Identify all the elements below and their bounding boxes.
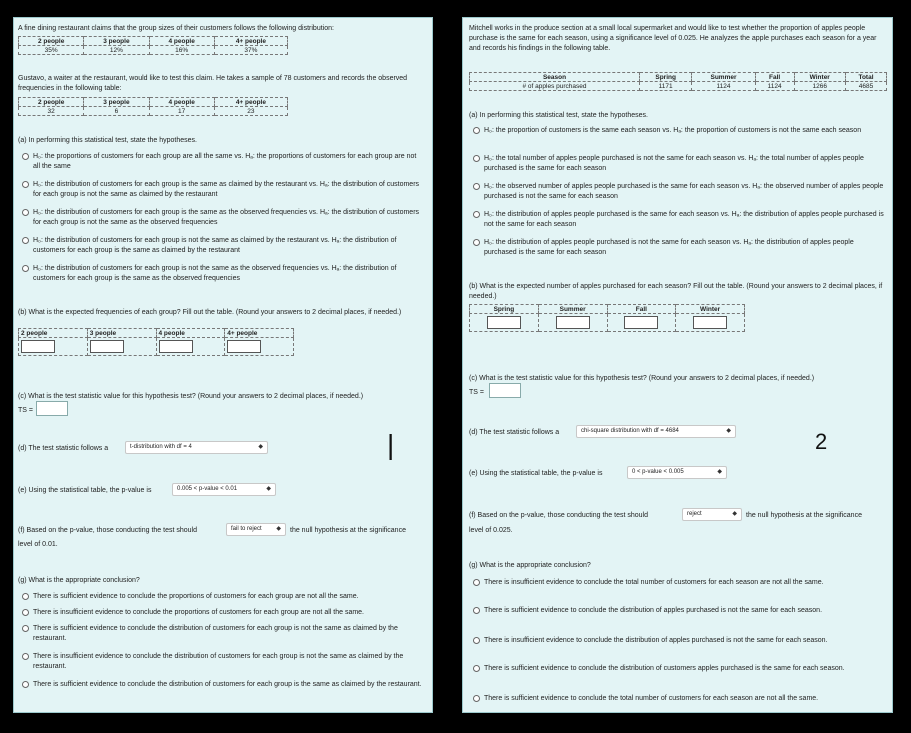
ts-label: TS = [469, 389, 484, 396]
expected-value-input[interactable] [487, 316, 521, 329]
radio-button[interactable] [22, 153, 29, 160]
radio-button[interactable] [473, 239, 480, 246]
season-header-cell: Spring [640, 73, 692, 82]
obs-header-cell: 3 people [84, 98, 149, 107]
expected-value-input[interactable] [556, 316, 590, 329]
season-value-cell: 1266 [794, 82, 845, 91]
expected-value-input[interactable] [227, 340, 261, 353]
sample-description-text: Gustavo, a waiter at the restaurant, would like to test this claim. He takes a sample of 78 customers and records the observed frequencies in the following table: [18, 75, 408, 92]
radio-button[interactable] [473, 127, 480, 134]
question-d-label: (d) The test statistic follows a [18, 445, 109, 452]
season-value-cell: 1124 [755, 82, 794, 91]
conclusion-option[interactable] [473, 606, 885, 616]
question-e-label: (e) Using the statistical table, the p-value is [469, 470, 603, 477]
ts-label: TS = [18, 407, 33, 414]
option-text: There is insufficient evidence to conclude the distribution of apples purchased is not the same for each season. [484, 637, 828, 644]
question-b-label: (b) What is the expected frequencies of each group? Fill out the table. (Round your answers to 2 decimal places, if needed.) [18, 309, 402, 316]
season-header-cell: Total [845, 73, 886, 82]
radio-button[interactable] [22, 265, 29, 272]
option-text: There is insufficient evidence to conclude the proportions of customers for each group are not all the same. [33, 609, 364, 616]
hypothesis-option[interactable] [22, 236, 422, 256]
radio-button[interactable] [473, 637, 480, 644]
chevron-updown-icon: ◆ [266, 486, 271, 492]
question-d-label: (d) The test statistic follows a [469, 429, 560, 436]
hypothesis-option[interactable] [473, 182, 885, 202]
option-text: H₀: the observed number of apples people purchased is the same for each season vs. Hₐ: the observed number of apples people purchased is not the same for each season [484, 183, 884, 200]
radio-button[interactable] [473, 211, 480, 218]
season-header-cell: Summer [692, 73, 755, 82]
option-text: H₀: the proportion of customers is the same each season vs. Hₐ: the proportion of customers is not the same each season [484, 127, 862, 134]
question-f-label: (f) Based on the p-value, those conducting the test should [18, 527, 198, 534]
claim-header-cell: 2 people [19, 37, 84, 46]
radio-button[interactable] [473, 695, 480, 702]
conclusion-option[interactable] [22, 652, 422, 672]
obs-header-cell: 4 people [149, 98, 214, 107]
claim-header-cell: 3 people [84, 37, 149, 46]
right-question-panel [462, 17, 893, 713]
claim-value-cell: 35% [19, 46, 84, 55]
option-text: H₀: the distribution of apples people purchased is the same for each season vs. Hₐ: the distribution of apples people purchased is not the same for each season [484, 211, 884, 228]
conclusion-option[interactable] [22, 680, 422, 690]
select-value: 0 < p-value < 0.005 [632, 469, 684, 475]
option-text: H₀: the distribution of customers for each group is not the same as claimed by the restaurant vs. Hₐ: the distribution of customers for each group is the same as claimed by the restaurant [33, 237, 397, 254]
radio-button[interactable] [473, 579, 480, 586]
claim-value-cell: 37% [214, 46, 287, 55]
apples-purchased-table [469, 72, 887, 91]
chevron-updown-icon: ◆ [258, 444, 263, 450]
conclusion-option[interactable] [473, 636, 885, 646]
claim-value-cell: 16% [149, 46, 214, 55]
hypothesis-option[interactable] [22, 208, 422, 228]
option-text: H₀: the total number of apples people purchased is not the same for each season vs. Hₐ: the total number of apples people purchased is the same for each season [484, 155, 864, 172]
text-cursor-mark: | [387, 429, 395, 460]
season-value-cell: 1124 [692, 82, 755, 91]
conclusion-option[interactable] [473, 664, 885, 674]
expected-value-input[interactable] [90, 340, 124, 353]
panel-number: 2 [815, 429, 828, 454]
radio-button[interactable] [473, 155, 480, 162]
distribution-select[interactable] [125, 441, 268, 454]
test-statistic-input[interactable] [36, 401, 68, 416]
question-f-suffix: the null hypothesis at the significance [290, 527, 406, 534]
question-b-label: (b) What is the expected number of apples purchased for each season? Fill out the table. (Round your answers to 2 decimal places, if needed.) [469, 283, 883, 300]
radio-button[interactable] [22, 609, 29, 616]
chevron-updown-icon: ◆ [732, 511, 737, 517]
question-g-label: (g) What is the appropriate conclusion? [18, 577, 140, 584]
hypothesis-option[interactable] [22, 180, 422, 200]
obs-value-cell: 17 [149, 107, 214, 116]
observed-frequencies-table [18, 97, 288, 116]
hypothesis-option[interactable] [473, 154, 885, 174]
obs-value-cell: 6 [84, 107, 149, 116]
season-header-cell: Season [470, 73, 640, 82]
question-f-suffix: the null hypothesis at the significance [746, 512, 862, 519]
conclusion-option[interactable] [22, 624, 422, 644]
obs-header-cell: 4+ people [214, 98, 287, 107]
option-text: There is sufficient evidence to conclude the total number of customers for each season are not all the same. [484, 695, 819, 702]
option-text: There is insufficient evidence to conclude the distribution of customers for each group is not the same as claimed by the restaurant. [33, 653, 404, 670]
season-value-cell: # of apples purchased [470, 82, 640, 91]
exp-header-cell: 4+ people [225, 329, 294, 338]
option-text: H₀: the distribution of customers for each group is the same as claimed by the restaurant vs. Hₐ: the distribution of customers for each group is not the same as claimed by the restaurant [33, 181, 420, 198]
exp-header-cell: 3 people [87, 329, 156, 338]
question-e-label: (e) Using the statistical table, the p-value is [18, 487, 152, 494]
chevron-updown-icon: ◆ [717, 469, 722, 475]
option-text: H₀: the proportions of customers for each group are all the same vs. Hₐ: the proportions of customers for each group are not all the same [33, 153, 417, 170]
hypothesis-option[interactable] [473, 210, 885, 230]
right-intro-text: Mitchell works in the produce section at a small local supermarket and would like to test whether the proportion of apples people purchase is the same for each season, using a significance level of 0.025. He analyzes the apple purchases each season for a year and records his findings in the following table. [469, 25, 877, 52]
conclusion-option[interactable] [473, 694, 885, 704]
radio-button[interactable] [22, 181, 29, 188]
question-a-label: (a) In performing this statistical test, state the hypotheses. [18, 137, 197, 144]
hypothesis-option[interactable] [473, 238, 885, 258]
expected-value-input[interactable] [624, 316, 658, 329]
option-text: There is sufficient evidence to conclude the proportions of customers for each group are not all the same. [33, 593, 359, 600]
conclusion-option[interactable] [473, 578, 885, 588]
obs-header-cell: 2 people [19, 98, 84, 107]
exp-header-cell: Spring [470, 305, 539, 314]
chevron-updown-icon: ◆ [726, 428, 731, 434]
test-statistic-input[interactable] [489, 383, 521, 398]
hypothesis-option[interactable] [473, 126, 885, 136]
expected-value-input[interactable] [693, 316, 727, 329]
radio-button[interactable] [22, 593, 29, 600]
claim-header-cell: 4+ people [214, 37, 287, 46]
question-f-label: (f) Based on the p-value, those conducting the test should [469, 512, 649, 519]
season-value-cell: 4685 [845, 82, 886, 91]
exp-header-cell: Winter [676, 305, 745, 314]
expected-apples-table [469, 304, 745, 332]
expected-frequencies-table [18, 328, 294, 356]
claim-header-cell: 4 people [149, 37, 214, 46]
expected-value-input[interactable] [21, 340, 55, 353]
radio-button[interactable] [473, 665, 480, 672]
radio-button[interactable] [22, 209, 29, 216]
radio-button[interactable] [22, 653, 29, 660]
select-value: fail to reject [231, 526, 262, 532]
select-value: t-distribution with df = 4 [130, 444, 192, 450]
season-header-cell: Fall [755, 73, 794, 82]
option-text: There is sufficient evidence to conclude the distribution of customers apples purchased is the same for each season. [484, 665, 845, 672]
season-header-cell: Winter [794, 73, 845, 82]
question-f-line2: level of 0.01. [18, 541, 58, 548]
question-f-line2: level of 0.025. [469, 527, 513, 534]
option-text: H₀: the distribution of customers for each group is not the same as the observed frequencies vs. Hₐ: the distribution of customers for each group is the same as the observed frequencies [33, 265, 397, 282]
exp-header-cell: Summer [538, 305, 607, 314]
claimed-distribution-table [18, 36, 288, 55]
obs-value-cell: 23 [214, 107, 287, 116]
chevron-updown-icon: ◆ [276, 526, 281, 532]
exp-header-cell: Fall [607, 305, 676, 314]
question-c-label: (c) What is the test statistic value for this hypothesis test? (Round your answers to 2 decimal places, if needed.) [18, 393, 364, 400]
question-c-label: (c) What is the test statistic value for this hypothesis test? (Round your answers to 2 decimal places, if needed.) [469, 375, 815, 382]
select-value: chi-square distribution with df = 4684 [581, 428, 679, 434]
conclusion-option[interactable] [22, 592, 422, 602]
select-value: 0.005 < p-value < 0.01 [177, 486, 238, 492]
option-text: There is sufficient evidence to conclude the distribution of apples purchased is not the same for each season. [484, 607, 823, 614]
expected-value-input[interactable] [159, 340, 193, 353]
question-a-label: (a) In performing this statistical test, state the hypotheses. [469, 112, 648, 119]
left-intro-text: A fine dining restaurant claims that the group sizes of their customers follows the following distribution: [18, 25, 334, 32]
obs-value-cell: 32 [19, 107, 84, 116]
radio-button[interactable] [22, 237, 29, 244]
question-g-label: (g) What is the appropriate conclusion? [469, 562, 591, 569]
radio-button[interactable] [22, 681, 29, 688]
radio-button[interactable] [22, 625, 29, 632]
decision-select[interactable] [682, 508, 742, 521]
conclusion-option[interactable] [22, 608, 422, 618]
hypothesis-option[interactable] [22, 152, 422, 172]
p-value-select[interactable] [627, 466, 727, 479]
distribution-select[interactable] [576, 425, 736, 438]
radio-button[interactable] [473, 183, 480, 190]
season-value-cell: 1171 [640, 82, 692, 91]
hypothesis-option[interactable] [22, 264, 422, 284]
left-question-panel [13, 17, 433, 713]
p-value-select[interactable] [172, 483, 276, 496]
option-text: There is insufficient evidence to conclude the total number of customers for each season are not all the same. [484, 579, 824, 586]
exp-header-cell: 2 people [19, 329, 88, 338]
option-text: There is sufficient evidence to conclude the distribution of customers for each group is the same as claimed by the restaurant. [33, 681, 422, 688]
option-text: H₀: the distribution of apples people purchased is not the same for each season vs. Hₐ: the distribution of apples people purchased is the same for each season [484, 239, 854, 256]
exp-header-cell: 4 people [156, 329, 225, 338]
claim-value-cell: 12% [84, 46, 149, 55]
radio-button[interactable] [473, 607, 480, 614]
select-value: reject [687, 511, 702, 517]
decision-select[interactable] [226, 523, 286, 536]
option-text: H₀: the distribution of customers for each group is the same as the observed frequencies vs. Hₐ: the distribution of customers for each group is not the same as the observed frequencies [33, 209, 420, 226]
option-text: There is sufficient evidence to conclude the distribution of customers for each group is not the same as claimed by the restaurant. [33, 625, 398, 642]
